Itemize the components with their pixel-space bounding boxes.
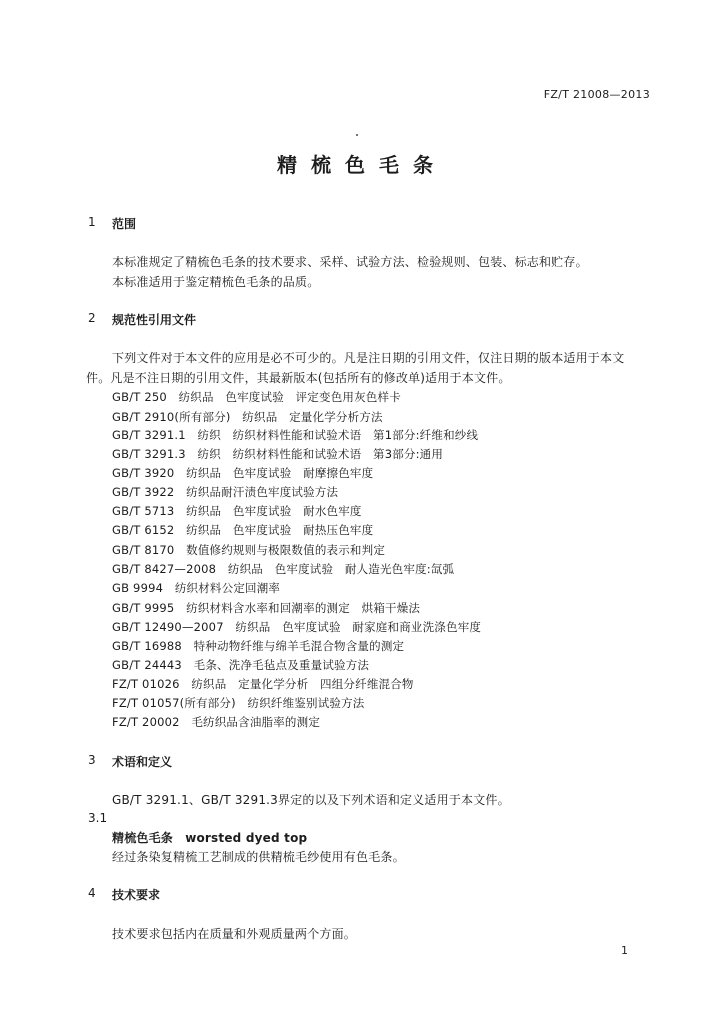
reference-item: GB/T 250 纺织品 色牢度试验 评定变色用灰色样卡 (112, 390, 401, 404)
page-number: 1 (621, 944, 628, 957)
section-1-paragraph: 本标准规定了精梳色毛条的技术要求、采样、试验方法、检验规则、包装、标志和贮存。 (112, 255, 588, 269)
term-heading: 精梳色毛条 worsted dyed top (112, 831, 308, 845)
reference-item: GB/T 16988 特种动物纤维与绵羊毛混合物含量的测定 (112, 639, 405, 653)
term-definition: 经过条染复精梳工艺制成的供精梳毛纱使用有色毛条。 (112, 850, 405, 864)
section-1-title: 范围 (112, 217, 137, 231)
scan-dot (356, 134, 358, 136)
section-2-title: 规范性引用文件 (112, 313, 197, 327)
reference-item: GB/T 3291.3 纺织 纺织材料性能和试验术语 第3部分:通用 (112, 447, 444, 461)
reference-item: GB/T 5713 纺织品 色牢度试验 耐水色牢度 (112, 504, 362, 518)
section-4-title: 技术要求 (112, 888, 161, 902)
reference-item: FZ/T 01057(所有部分) 纺织纤维鉴别试验方法 (112, 696, 365, 710)
section-3-title: 术语和定义 (112, 755, 173, 769)
reference-item: GB/T 6152 纺织品 色牢度试验 耐热压色牢度 (112, 523, 374, 537)
reference-item: GB/T 2910(所有部分) 纺织品 定量化学分析方法 (112, 410, 383, 424)
section-4-paragraph: 技术要求包括内在质量和外观质量两个方面。 (112, 927, 357, 941)
document-title: 精梳色毛条 (277, 153, 447, 177)
reference-item: GB/T 3922 纺织品耐汗渍色牢度试验方法 (112, 485, 339, 499)
reference-item: GB/T 3920 纺织品 色牢度试验 耐摩擦色牢度 (112, 466, 374, 480)
section-1-number: 1 (88, 215, 96, 229)
standard-code: FZ/T 21008—2013 (543, 88, 650, 101)
reference-item: GB/T 24443 毛条、洗净毛毡点及重量试验方法 (112, 658, 370, 672)
reference-item: GB/T 12490—2007 纺织品 色牢度试验 耐家庭和商业洗涤色牢度 (112, 620, 482, 634)
section-3-intro: GB/T 3291.1、GB/T 3291.3界定的以及下列术语和定义适用于本文件。 (112, 793, 510, 807)
reference-item: GB/T 8170 数值修约规则与极限数值的表示和判定 (112, 543, 386, 557)
section-3-number: 3 (88, 753, 96, 767)
reference-item: GB/T 8427—2008 纺织品 色牢度试验 耐人造光色牢度:氙弧 (112, 562, 455, 576)
section-2-intro-line-2: 件。凡是不注日期的引用文件，其最新版本(包括所有的修改单)适用于本文件。 (86, 371, 511, 385)
section-1-paragraph: 本标准适用于鉴定精梳色毛条的品质。 (112, 275, 320, 289)
reference-item: FZ/T 20002 毛纺织品含油脂率的测定 (112, 715, 321, 729)
reference-item: FZ/T 01026 纺织品 定量化学分析 四组分纤维混合物 (112, 677, 414, 691)
subclause-number: 3.1 (88, 811, 108, 825)
reference-item: GB 9994 纺织材料公定回潮率 (112, 581, 281, 595)
reference-item: GB/T 9995 纺织材料含水率和回潮率的测定 烘箱干燥法 (112, 601, 421, 615)
reference-item: GB/T 3291.1 纺织 纺织材料性能和试验术语 第1部分:纤维和纱线 (112, 428, 479, 442)
section-2-intro-line-1: 下列文件对于本文件的应用是必不可少的。凡是注日期的引用文件，仅注日期的版本适用于本文 (112, 351, 625, 365)
section-4-number: 4 (88, 886, 96, 900)
section-2-number: 2 (88, 311, 96, 325)
